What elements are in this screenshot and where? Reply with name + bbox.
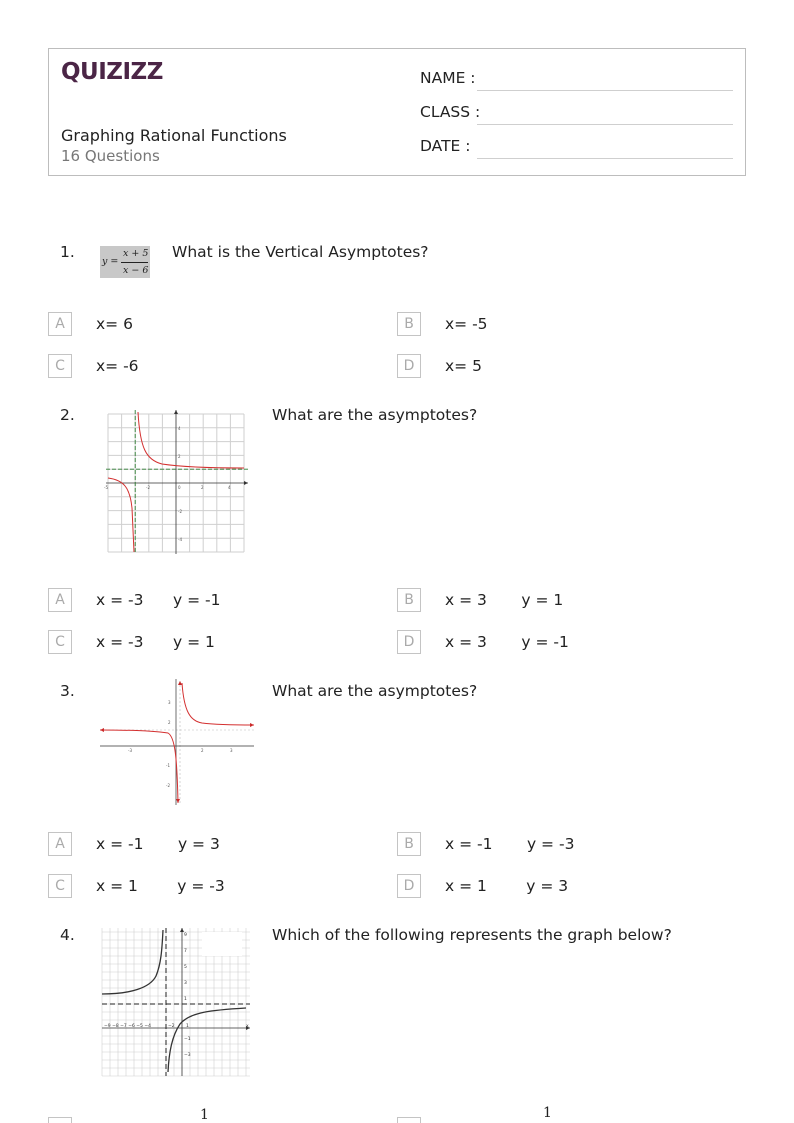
- question-4-graph: [100, 926, 252, 1078]
- svg-text:x: x: [246, 1024, 249, 1029]
- q1-option-d-text[interactable]: x= 5: [445, 357, 482, 375]
- date-label: DATE :: [420, 137, 471, 155]
- q1-option-d-box[interactable]: D: [397, 354, 421, 378]
- svg-text:−1: −1: [184, 1037, 191, 1042]
- q2-option-c-box[interactable]: C: [48, 630, 72, 654]
- q2-option-b-text[interactable]: x = 3 y = 1: [445, 591, 564, 609]
- svg-text:−9 −8 −7 −6 −5 −4: −9 −8 −7 −6 −5 −4: [104, 1024, 151, 1029]
- q2-option-d-box[interactable]: D: [397, 630, 421, 654]
- svg-text:0: 0: [178, 485, 181, 490]
- equation-denominator: x − 6: [123, 265, 149, 276]
- svg-text:−3: −3: [184, 1053, 191, 1058]
- q1-option-a-box[interactable]: A: [48, 312, 72, 336]
- class-label: CLASS :: [420, 103, 481, 121]
- question-2-text: What are the asymptotes?: [272, 406, 478, 424]
- svg-text:4: 4: [178, 426, 181, 431]
- svg-text:9: 9: [184, 933, 187, 938]
- svg-text:3: 3: [230, 748, 233, 753]
- q1-option-c-text[interactable]: x= -6: [96, 357, 139, 375]
- name-line[interactable]: [477, 90, 733, 91]
- svg-text:-3: -3: [128, 748, 132, 753]
- svg-text:4: 4: [228, 485, 231, 490]
- question-2-number: 2.: [60, 406, 75, 424]
- question-4-number: 4.: [60, 926, 75, 944]
- question-count: 16 Questions: [61, 147, 160, 165]
- svg-text:5: 5: [184, 965, 187, 970]
- q3-option-a-text[interactable]: x = -1 y = 3: [96, 835, 220, 853]
- q2-option-d-text[interactable]: x = 3 y = -1: [445, 633, 569, 651]
- q2-option-a-box[interactable]: A: [48, 588, 72, 612]
- q1-option-c-box[interactable]: C: [48, 354, 72, 378]
- q4-option-a-partial-numeral: 1: [200, 1107, 209, 1123]
- svg-text:1: 1: [186, 1024, 189, 1029]
- q4-option-a-box[interactable]: [48, 1117, 72, 1123]
- class-line[interactable]: [477, 124, 733, 125]
- q1-option-b-box[interactable]: B: [397, 312, 421, 336]
- q3-option-a-box[interactable]: A: [48, 832, 72, 856]
- q2-option-c-text[interactable]: x = -3 y = 1: [96, 633, 215, 651]
- svg-text:3: 3: [168, 700, 171, 705]
- fraction-bar: [121, 262, 148, 263]
- question-1-number: 1.: [60, 243, 75, 261]
- quizizz-logo: QUIZIZZ: [61, 59, 163, 85]
- svg-text:−2: −2: [168, 1024, 175, 1029]
- question-1-equation-image: [100, 246, 150, 278]
- svg-text:-2: -2: [146, 485, 150, 490]
- question-2-graph: [102, 408, 252, 556]
- q3-option-d-text[interactable]: x = 1 y = 3: [445, 877, 569, 895]
- svg-text:2: 2: [201, 485, 204, 490]
- q3-option-c-box[interactable]: C: [48, 874, 72, 898]
- equation-numerator: x + 5: [123, 248, 149, 259]
- question-3-number: 3.: [60, 682, 75, 700]
- svg-text:-1: -1: [166, 763, 170, 768]
- q2-option-a-text[interactable]: x = -3 y = -1: [96, 591, 221, 609]
- worksheet-title: Graphing Rational Functions: [61, 126, 287, 145]
- q3-option-c-text[interactable]: x = 1 y = -3: [96, 877, 225, 895]
- question-4-text: Which of the following represents the graph below?: [272, 926, 672, 944]
- date-line[interactable]: [477, 158, 733, 159]
- q2-option-b-box[interactable]: B: [397, 588, 421, 612]
- q4-option-b-partial-numeral: 1: [543, 1105, 552, 1121]
- svg-text:-2: -2: [178, 509, 182, 514]
- question-1-text: What is the Vertical Asymptotes?: [172, 243, 429, 261]
- svg-text:2: 2: [178, 454, 181, 459]
- svg-text:-4: -4: [178, 537, 182, 542]
- svg-text:7: 7: [184, 949, 187, 954]
- q3-option-b-text[interactable]: x = -1 y = -3: [445, 835, 575, 853]
- svg-text:3: 3: [184, 981, 187, 986]
- svg-text:2: 2: [168, 720, 171, 725]
- q3-option-d-box[interactable]: D: [397, 874, 421, 898]
- equation-y: y =: [102, 256, 119, 267]
- q4-option-b-box[interactable]: [397, 1117, 421, 1123]
- worksheet-header: [48, 48, 746, 176]
- question-3-text: What are the asymptotes?: [272, 682, 478, 700]
- svg-text:-5: -5: [104, 485, 108, 490]
- q1-option-a-text[interactable]: x= 6: [96, 315, 133, 333]
- svg-text:-2: -2: [166, 783, 170, 788]
- svg-text:1: 1: [184, 997, 187, 1002]
- q3-option-b-box[interactable]: B: [397, 832, 421, 856]
- question-3-graph: [98, 677, 256, 807]
- name-label: NAME :: [420, 69, 476, 87]
- svg-text:2: 2: [201, 748, 204, 753]
- q1-option-b-text[interactable]: x= -5: [445, 315, 488, 333]
